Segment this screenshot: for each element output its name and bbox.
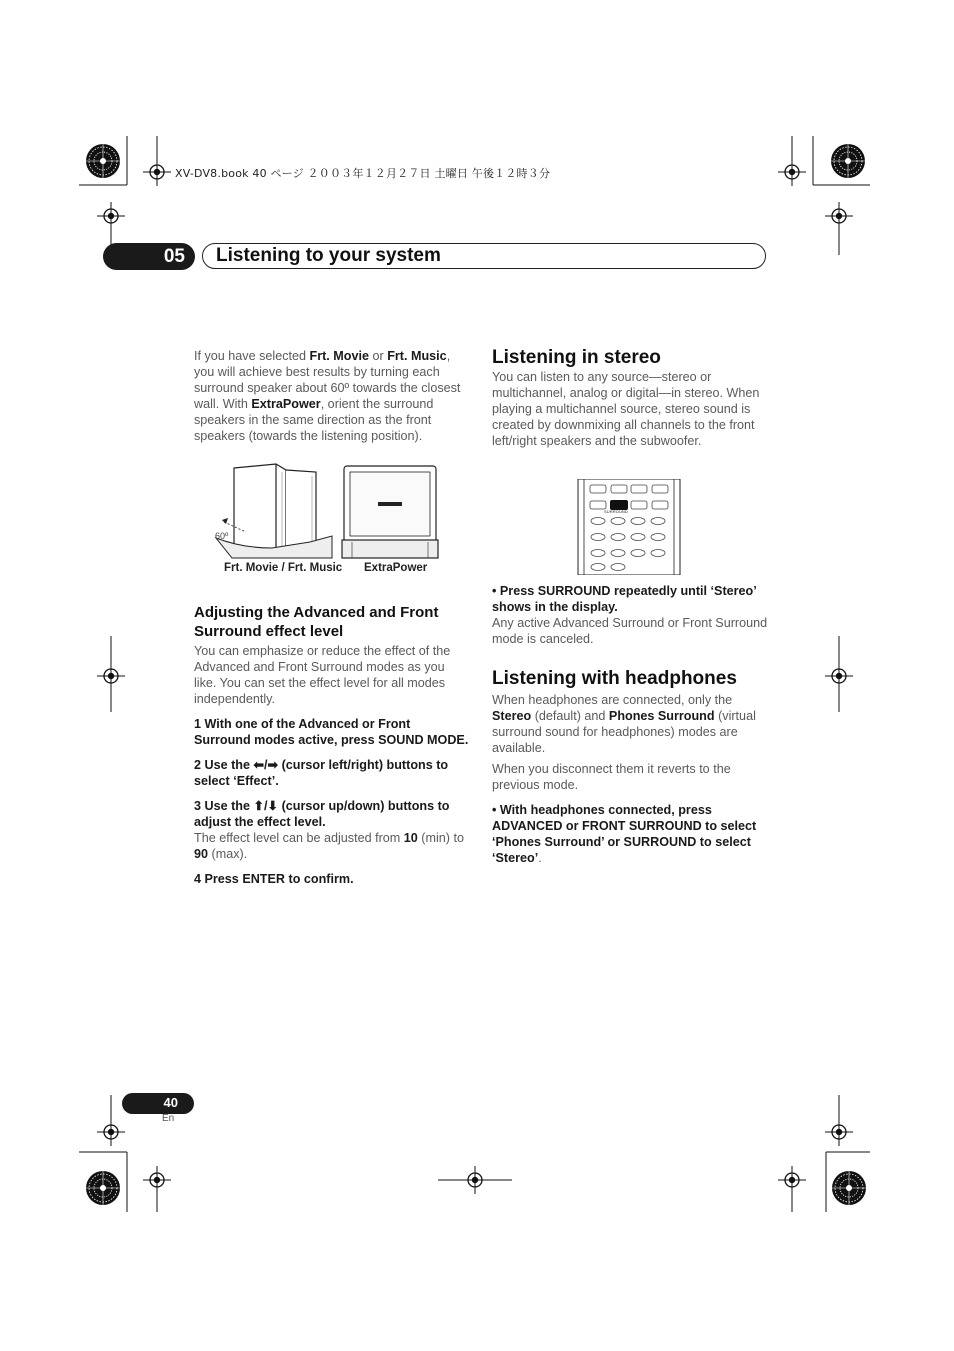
stereo-body: You can listen to any source—stereo or multichannel, analog or digital—in stereo. When playing a multichannel source, stereo sound is created by downmixing all channels to the front left/right speakers and the subwoofer. bbox=[492, 370, 760, 448]
left-column bbox=[194, 348, 468, 444]
stereo-note: Any active Advanced Surround or Front Surround mode is canceled. bbox=[492, 616, 768, 646]
chapter-number: 05 bbox=[163, 246, 185, 267]
figure-caption-left: Frt. Movie / Frt. Music bbox=[224, 562, 343, 574]
section-heading-effect-level: Adjusting the Advanced and Front Surround effect level bbox=[194, 604, 439, 640]
headphones-body-2: When you disconnect them it reverts to the previous mode. bbox=[492, 762, 731, 792]
remote-control-illustration bbox=[576, 479, 682, 575]
angle-label: 60º bbox=[215, 531, 229, 541]
file-info-header: XV-DV8.book 40 ページ ２００３年１２月２７日 土曜日 午後１２時３分 bbox=[175, 167, 551, 180]
intro-paragraph: If you have selected Frt. Movie or Frt. Music, you will achieve best results by turning each surround speaker about 60º towards the closest wall. With ExtraPower, orient the surround speakers in the same direction as the front speakers (towards the listening position). bbox=[194, 349, 461, 443]
stereo-section bbox=[492, 347, 766, 449]
heading-listening-in-stereo: Listening in stereo bbox=[492, 347, 661, 368]
headphones-body: When headphones are connected, only the Stereo (default) and Phones Surround (virtual surround sound for headphones) modes are available. bbox=[492, 693, 756, 755]
page-number: 40 bbox=[163, 1095, 178, 1110]
stereo-instructions bbox=[492, 583, 768, 647]
speaker-illustration bbox=[212, 462, 452, 562]
chapter-title: Listening to your system bbox=[216, 245, 441, 266]
heading-listening-with-headphones: Listening with headphones bbox=[492, 668, 737, 689]
surround-button-label: SURROUND bbox=[604, 509, 628, 514]
step-3: 3 Use the ⬆/⬇ (cursor up/down) buttons to adjust the effect level. bbox=[194, 799, 450, 829]
chapter-number-badge bbox=[103, 243, 195, 270]
step-3-note: The effect level can be adjusted from 10 (min) to 90 (max). bbox=[194, 831, 464, 861]
section-body: You can emphasize or reduce the effect of the Advanced and Front Surround modes as you like. You can set the effect level for all modes independently. bbox=[194, 644, 451, 706]
effect-level-section bbox=[194, 603, 470, 887]
headphones-section bbox=[492, 668, 768, 866]
page-language: En bbox=[162, 1113, 175, 1124]
step-2: 2 Use the ⬅/➡ (cursor left/right) buttons to select ‘Effect’. bbox=[194, 758, 449, 788]
step-4: 4 Press ENTER to confirm. bbox=[194, 872, 354, 886]
step-1: 1 With one of the Advanced or Front Surround modes active, press SOUND MODE. bbox=[194, 717, 469, 747]
headphones-bullet: • With headphones connected, press ADVANCED or FRONT SURROUND to select ‘Phones Surround’ or SURROUND to select ‘Stereo’. bbox=[492, 803, 757, 865]
stereo-bullet: • Press SURROUND repeatedly until ‘Stereo’ shows in the display. bbox=[492, 584, 757, 614]
front-speaker bbox=[342, 466, 438, 558]
angled-speaker bbox=[234, 464, 316, 552]
figure-caption-right: ExtraPower bbox=[364, 562, 428, 574]
chapter-title-box bbox=[202, 243, 766, 269]
page-number-badge bbox=[122, 1093, 194, 1114]
